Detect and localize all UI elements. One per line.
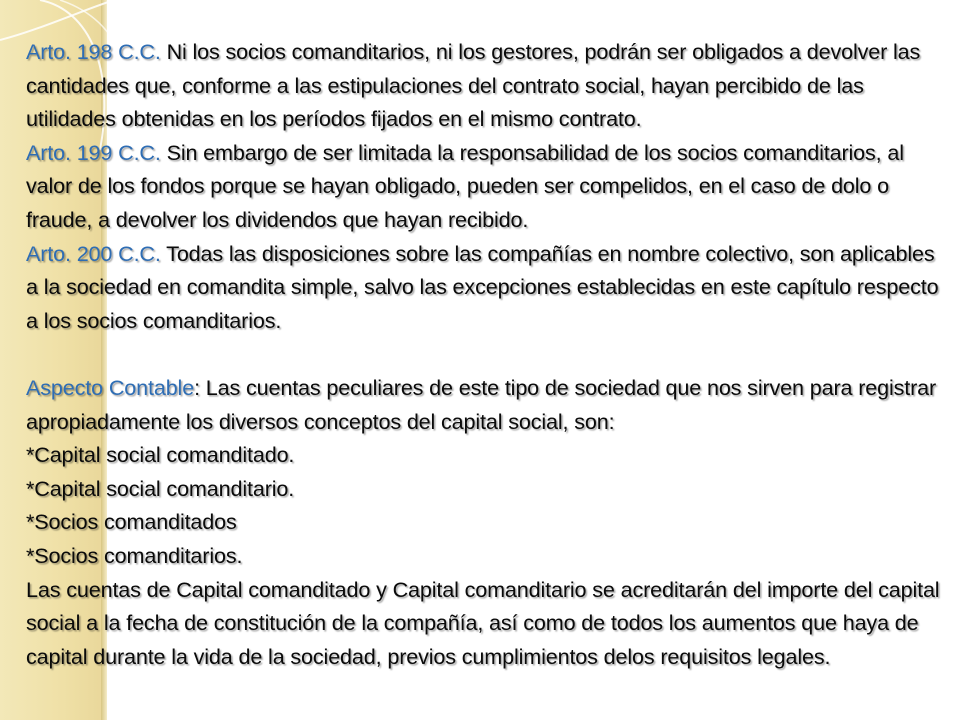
accounting-intro	[26, 371, 946, 438]
accounting-closing: Las cuentas de Capital comanditado y Capital comanditario se acreditarán del importe del capital social a la fecha de constitución de la compañía, así como de todos los aumentos que haya de capital durante la vida de la sociedad, previos cumplimientos delos requisitos legales.	[26, 576, 940, 669]
article-text: Sin embargo de ser limitada la responsabilidad de los socios comanditarios, al valor de los fondos porque se hayan obligado, pueden ser compelidos, en el caso de dolo o fraude, a devolver los dividendos que hayan recibido.	[26, 139, 904, 232]
account-item: *Capital social comanditario.	[26, 475, 295, 501]
article-text: Todas las disposiciones sobre las compañías en nombre colectivo, son aplicables a la sociedad en comandita simple, salvo las excepciones establecidas en este capítulo respecto a los socios comanditarios.	[26, 240, 939, 333]
article-ref: Arto. 200 C.C.	[26, 240, 161, 266]
paragraph-gap	[26, 337, 946, 371]
article-200	[26, 237, 946, 338]
accounting-intro-text: : Las cuentas peculiares de este tipo de sociedad que nos sirven para registrar apropiadamente los diversos conceptos del capital social, son:	[26, 374, 937, 434]
article-ref: Arto. 199 C.C.	[26, 139, 161, 165]
accounting-label: Aspecto Contable	[26, 374, 195, 400]
account-item: *Capital social comanditado.	[26, 442, 295, 468]
article-text: Ni los socios comanditarios, ni los gestores, podrán ser obligados a devolver las cantidades que, conforme a las estipulaciones del contrato social, hayan percibido de las utilidades obtenidas en los períodos fijados en el mismo contrato.	[26, 39, 921, 132]
account-item: *Socios comanditarios.	[26, 542, 243, 568]
article-199	[26, 136, 946, 237]
slide-body	[26, 35, 946, 673]
article-ref: Arto. 198 C.C.	[26, 39, 161, 64]
account-item: *Socios comanditados	[26, 509, 237, 535]
article-198	[26, 35, 946, 136]
